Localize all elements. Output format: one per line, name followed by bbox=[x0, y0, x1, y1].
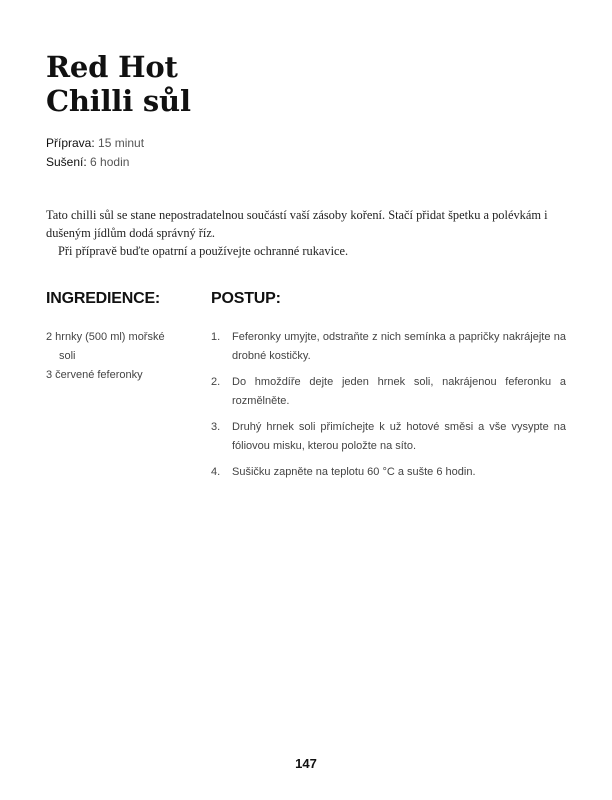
title-line-2: Chilli sůl bbox=[46, 84, 191, 118]
title-line-1: Red Hot bbox=[46, 50, 178, 84]
recipe-title bbox=[46, 50, 191, 118]
step-text: Do hmoždíře dejte jeden hrnek soli, nakrájenou feferonku a rozmělněte. bbox=[232, 376, 566, 407]
prep-label: Příprava: bbox=[46, 136, 95, 150]
intro-text bbox=[46, 206, 566, 260]
step-number: 4. bbox=[211, 466, 221, 478]
step-item bbox=[211, 373, 566, 411]
ingredient-item bbox=[46, 366, 181, 385]
step-text: Druhý hrnek soli přimíchejte k už hotové směsi a vše vysypte na fóliovou misku, kterou položte na síto. bbox=[232, 421, 566, 452]
ingredients-list bbox=[46, 328, 181, 385]
steps-heading: POSTUP: bbox=[211, 290, 281, 307]
ingredient-line-cont: soli bbox=[59, 350, 76, 362]
step-item bbox=[211, 463, 566, 482]
intro-paragraph-2: Při přípravě buďte opatrní a používejte ochranné rukavice. bbox=[58, 244, 349, 258]
step-number: 1. bbox=[211, 331, 221, 343]
page-number: 147 bbox=[295, 756, 317, 771]
dry-label: Sušení: bbox=[46, 155, 87, 169]
step-text: Sušičku zapněte na teplotu 60 °C a sušte 6 hodin. bbox=[232, 466, 476, 478]
dry-time bbox=[46, 153, 144, 172]
intro-paragraph-1: Tato chilli sůl se stane nepostradatelnou součástí vaší zásoby koření. Stačí přidat špetku a polévkám i dušeným jídlům dodá správný říz. bbox=[46, 208, 548, 240]
dry-value: 6 hodin bbox=[90, 155, 130, 169]
prep-time bbox=[46, 134, 144, 153]
step-number: 3. bbox=[211, 421, 221, 433]
ingredient-line: 2 hrnky (500 ml) mořské bbox=[46, 331, 165, 343]
steps-list bbox=[211, 328, 566, 489]
ingredient-line: 3 červené feferonky bbox=[46, 369, 143, 381]
recipe-meta bbox=[46, 134, 144, 172]
step-item bbox=[211, 418, 566, 456]
prep-value: 15 minut bbox=[98, 136, 145, 150]
ingredient-item bbox=[46, 328, 181, 366]
step-item bbox=[211, 328, 566, 366]
step-text: Feferonky umyjte, odstraňte z nich semínka a papričky nakrájejte na drobné kostičky. bbox=[232, 331, 566, 362]
ingredients-heading: INGREDIENCE: bbox=[46, 290, 161, 307]
step-number: 2. bbox=[211, 376, 221, 388]
